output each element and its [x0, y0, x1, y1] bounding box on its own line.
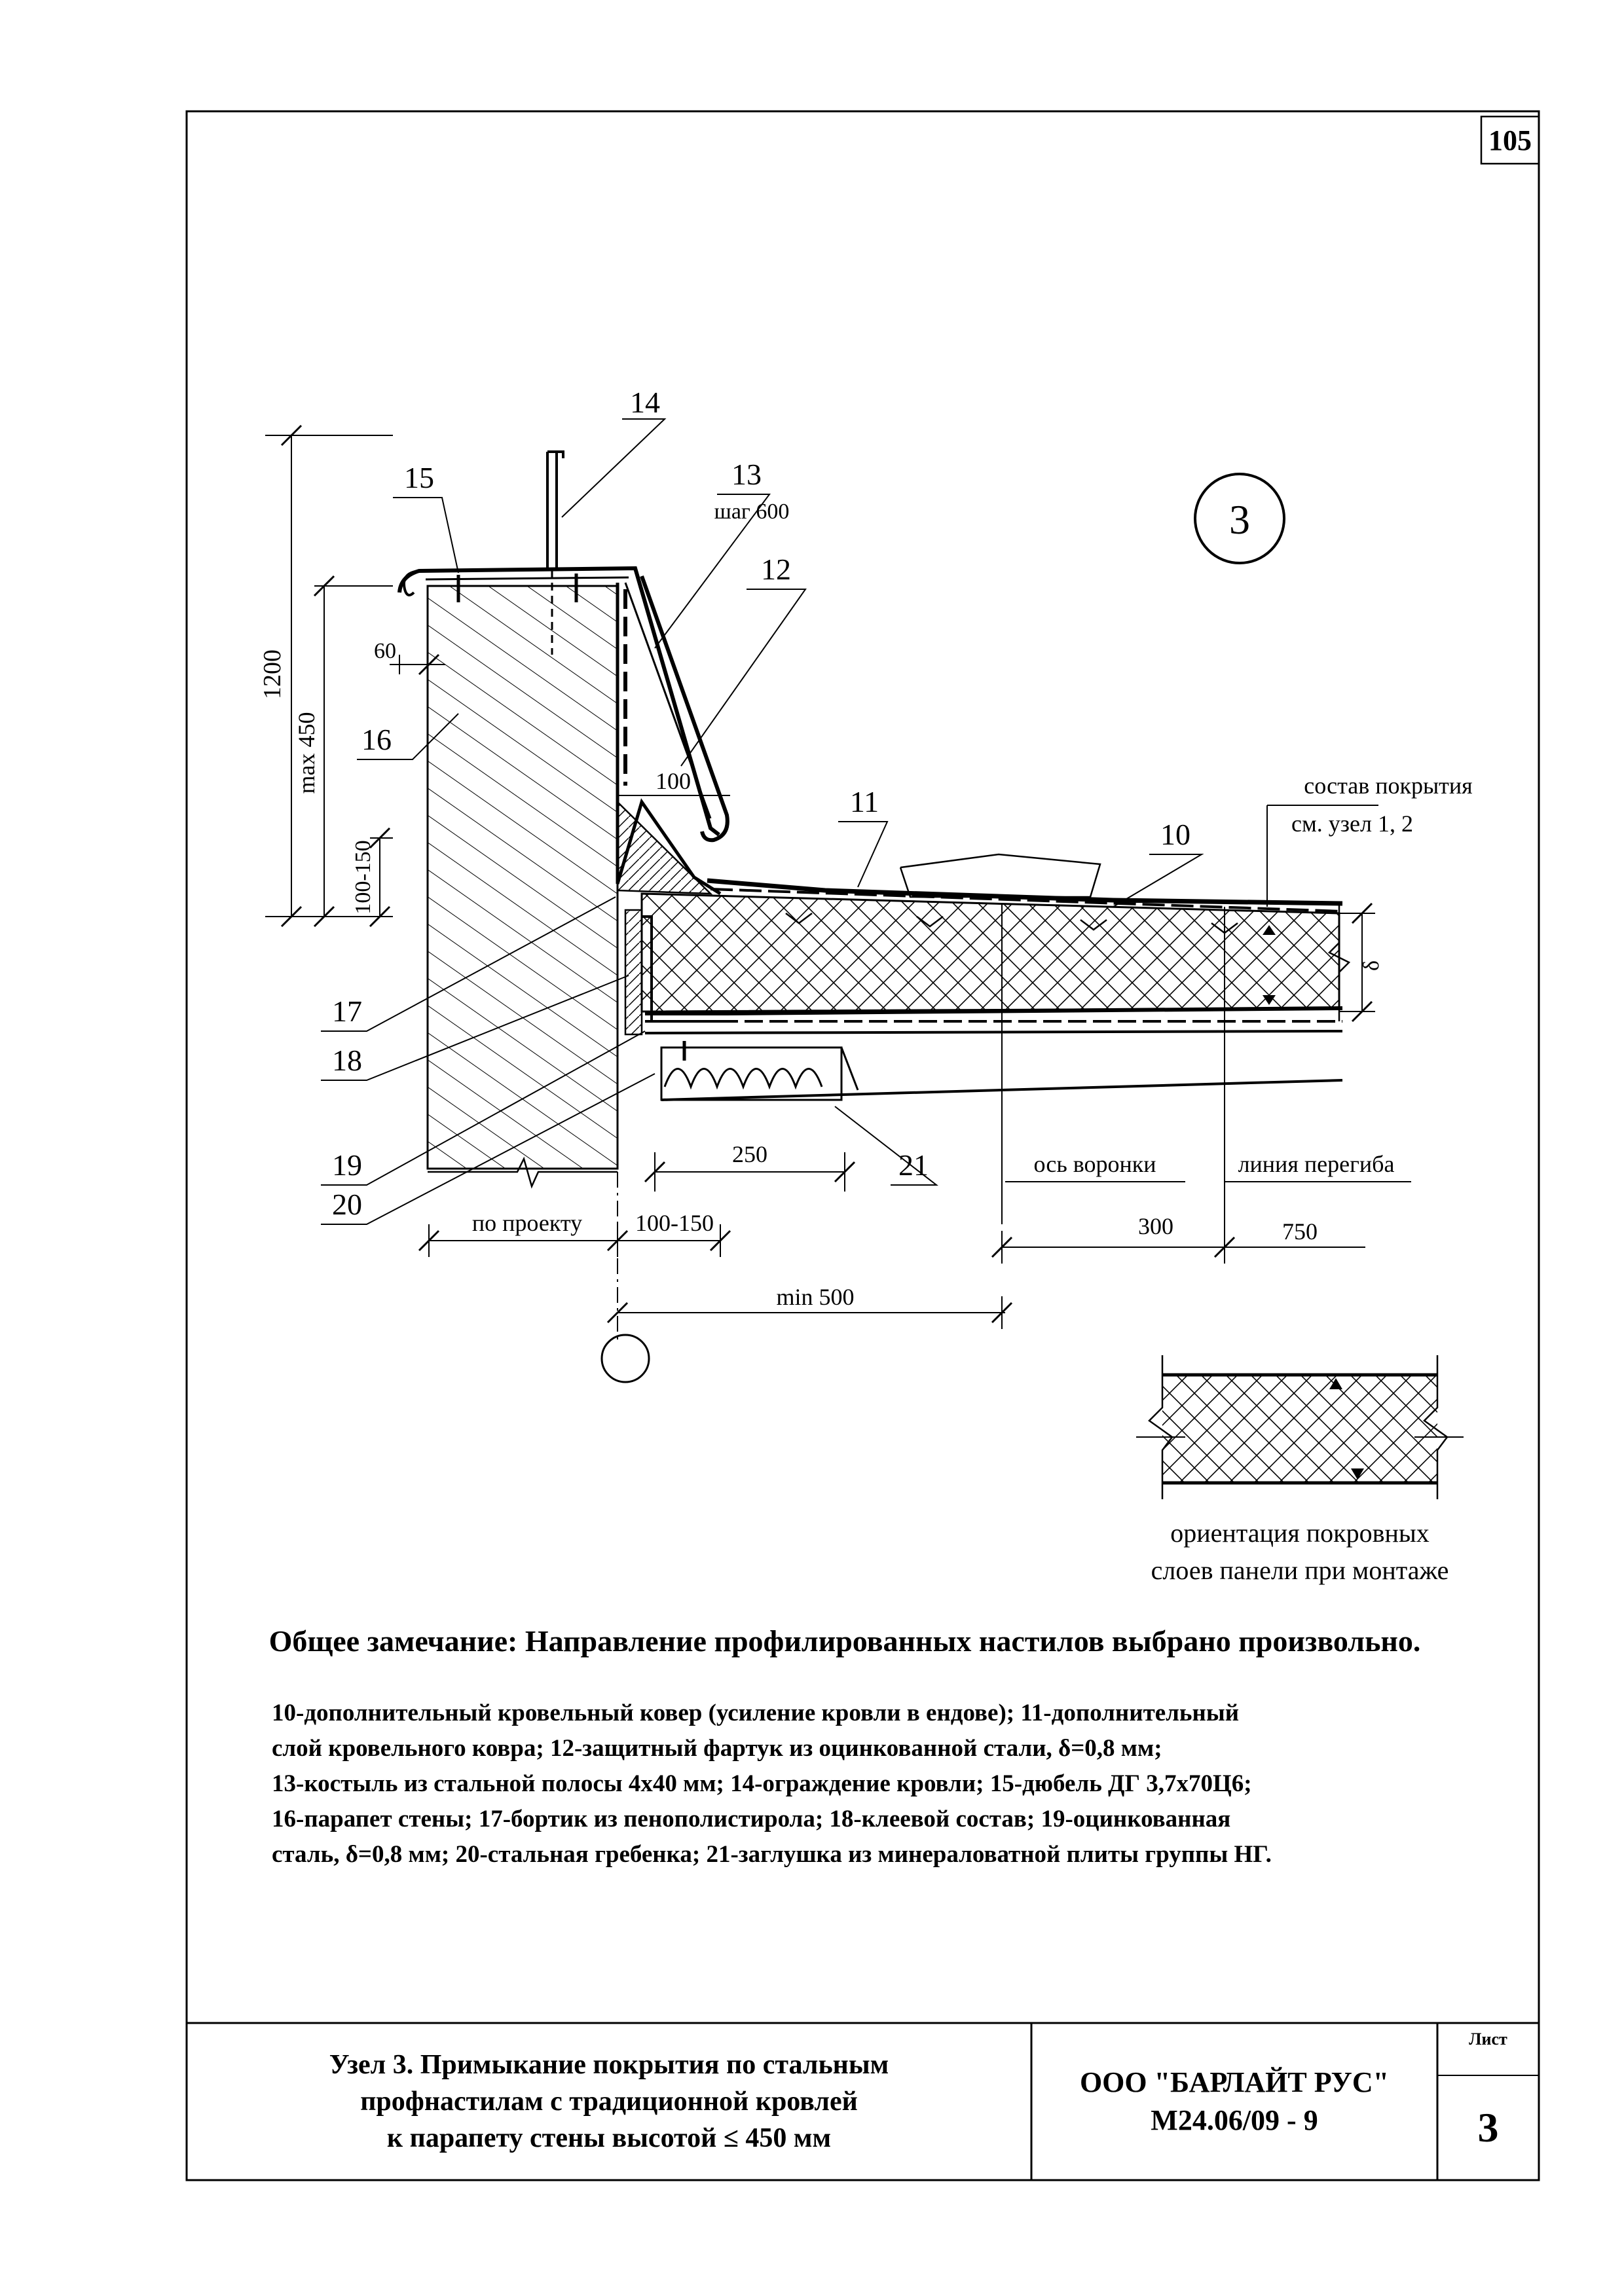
cap-inner-line — [426, 577, 629, 579]
legend-line: слой кровельного ковра; 12-защитный фартук из оцинкованной стали, δ=0,8 мм; — [272, 1735, 1162, 1762]
legend-line: 16-парапет стены; 17-бортик из пенополистирола; 18-клеевой состав; 19-оцинкованная — [272, 1806, 1231, 1832]
callout-15: 15 — [404, 461, 434, 494]
label-bend-line: линия перегиба — [1238, 1151, 1395, 1177]
callout-21: 21 — [898, 1148, 929, 1182]
title-block-title — [187, 2023, 1031, 2180]
deck-flange — [841, 1048, 858, 1090]
callout-18: 18 — [332, 1044, 362, 1077]
callout-16: 16 — [361, 723, 392, 756]
wall-axis-bubble — [602, 1335, 649, 1382]
callout-13-step: шаг 600 — [714, 500, 790, 524]
dim-po-proektu: по проекту — [471, 1210, 583, 1236]
dim-100: 100 — [655, 768, 691, 794]
dim-100-150-vertical: 100-150 — [351, 840, 375, 915]
callout-20: 20 — [332, 1188, 362, 1221]
dim-delta: δ — [1359, 960, 1384, 972]
legend — [272, 1696, 1450, 1872]
dim-min500: min 500 — [776, 1284, 855, 1310]
org-name: ООО "БАРЛАЙТ РУС" — [1079, 2066, 1390, 2098]
dim-250: 250 — [732, 1141, 767, 1167]
dim-1200: 1200 — [259, 649, 286, 699]
callout-12: 12 — [761, 553, 791, 586]
callout-13: 13 — [731, 458, 762, 491]
sheet-number: 3 — [1477, 2104, 1499, 2151]
sheet-label: Лист — [1469, 2030, 1507, 2049]
general-note: Общее замечание: Направление профилированных настилов выбрано произвольно. — [268, 1624, 1421, 1658]
dim-max450: max 450 — [293, 712, 320, 794]
mineral-wool-plug-21 — [661, 1048, 841, 1100]
callout-19: 19 — [332, 1148, 362, 1182]
protective-apron-12 — [642, 576, 728, 840]
dim-100-150-horizontal: 100-150 — [635, 1210, 714, 1236]
parapet-wall — [428, 586, 618, 1169]
orientation-inset — [1136, 1355, 1464, 1499]
orientation-caption-line2: слоев панели при монтаже — [1151, 1556, 1449, 1585]
callout-10: 10 — [1160, 818, 1190, 851]
label-funnel-axis: ось воронки — [1033, 1151, 1156, 1177]
deck-profile — [645, 1031, 1342, 1033]
orientation-caption-line1: ориентация покровных — [1170, 1518, 1430, 1548]
polystyrene-fillet-17 — [618, 802, 710, 894]
steel-comb-20 — [625, 910, 642, 1034]
callout-14: 14 — [630, 386, 660, 419]
dim-60: 60 — [374, 639, 396, 663]
sandwich-panel-insulation — [642, 894, 1339, 1011]
callout-11: 11 — [849, 785, 879, 818]
roof-railing-14 — [547, 452, 563, 570]
legend-line: сталь, δ=0,8 мм; 20-стальная гребенка; 21-заглушка из минераловатной плиты группы НГ. — [272, 1841, 1272, 1868]
funnel-outline — [900, 854, 1100, 897]
title-block-organization — [1031, 2023, 1437, 2180]
label-sostav-line2: см. узел 1, 2 — [1291, 811, 1413, 837]
page-number: 105 — [1488, 124, 1532, 156]
title-line: профнастилам с традиционной кровлей — [360, 2086, 858, 2117]
dim-300: 300 — [1138, 1213, 1173, 1239]
legend-line: 10-дополнительный кровельный ковер (усиление кровли в ендове); 11-дополнительный — [272, 1700, 1240, 1726]
label-sostav-line1: состав покрытия — [1304, 773, 1473, 799]
node-label: 3 — [1229, 496, 1250, 543]
legend-line: 13-костыль из стальной полосы 4х40 мм; 14-ограждение кровли; 15-дюбель ДГ 3,7х70Ц6; — [272, 1770, 1252, 1797]
doc-code: М24.06/09 - 9 — [1151, 2104, 1318, 2136]
callout-17: 17 — [332, 994, 362, 1028]
dim-750: 750 — [1282, 1218, 1318, 1245]
title-line: к парапету стены высотой ≤ 450 мм — [386, 2123, 832, 2153]
title-line: Узел 3. Примыкание покрытия по стальным — [329, 2050, 889, 2080]
